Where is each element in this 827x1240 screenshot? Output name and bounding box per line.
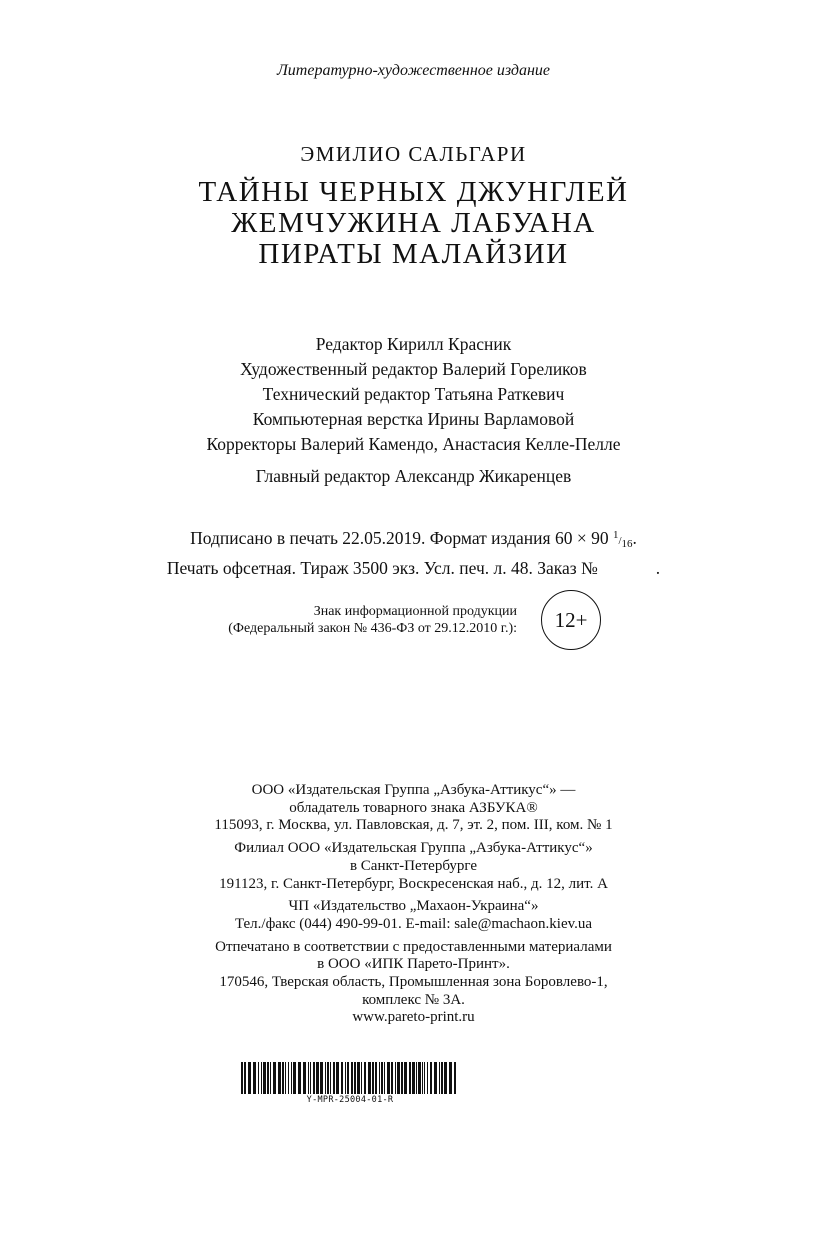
credit-layout: Компьютерная верстка Ирины Варламовой	[252, 409, 575, 429]
book-title-3: ПИРАТЫ МАЛАЙЗИИ	[258, 238, 569, 270]
age-rating-badge: 12+	[541, 590, 601, 650]
book-title-2: ЖЕМЧУЖИНА ЛАБУАНА	[231, 207, 596, 239]
imprint-spb-branch: Филиал ООО «Издательская Группа „Азбука-Аттикус“» в Санкт-Петербурге 191123, г. Санкт-Петербург, Воскресенская наб., д. 12, лит. А	[219, 840, 608, 892]
imprint-printer: Отпечатано в соответствии с предоставленными материалами в ООО «ИПК Парето-Принт». 170546, Тверская область, Промышленная зона Боровлево-1, комплекс № 3А. www.pareto-print.ru	[215, 938, 612, 1026]
credit-editor: Редактор Кирилл Красник	[315, 334, 512, 354]
credit-tech-editor: Технический редактор Татьяна Раткевич	[262, 384, 565, 404]
print-info-line-2: Печать офсетная. Тираж 3500 экз. Усл. печ. л. 48. Заказ № .	[166, 558, 661, 578]
info-sign-line-1: Знак информационной продукции	[313, 604, 517, 619]
book-title-1: ТАЙНЫ ЧЕРНЫХ ДЖУНГЛЕЙ	[198, 176, 629, 208]
imprint-block	[0, 782, 827, 1032]
credit-art-editor: Художественный редактор Валерий Гореликов	[240, 359, 587, 379]
book-titles	[0, 177, 827, 270]
credit-chief-editor: Главный редактор Александр Жикаренцев	[255, 466, 572, 486]
barcode-number: Y-MPR-25004-01-R	[306, 1095, 394, 1105]
info-sign-line-2: (Федеральный закон № 436-ФЗ от 29.12.2010 г.):	[228, 621, 517, 636]
info-product-sign	[228, 603, 517, 637]
author-name: ЭМИЛИО САЛЬГАРИ	[300, 142, 527, 166]
barcode-icon	[241, 1062, 459, 1094]
imprint-publisher: ООО «Издательская Группа „Азбука-Аттикус“» — обладатель товарного знака АЗБУКА® 115093, г. Москва, ул. Павловская, д. 7, эт. 2, пом. III, ком. № 1	[214, 782, 613, 834]
imprint-machaon: ЧП «Издательство „Махаон-Украина“» Тел./факс (044) 490-99-01. E-mail: sale@machaon.kiev.ua	[234, 898, 593, 932]
genre-label: Литературно-художественное издание	[276, 62, 551, 79]
print-info	[0, 523, 827, 580]
credit-proofreaders: Корректоры Валерий Камендо, Анастасия Келле-Пелле	[206, 434, 621, 454]
print-info-line-1: Подписано в печать 22.05.2019. Формат издания 60 × 90 1/16.	[190, 528, 637, 550]
credits-block	[0, 332, 827, 489]
format-fraction: 1/16	[612, 529, 633, 550]
